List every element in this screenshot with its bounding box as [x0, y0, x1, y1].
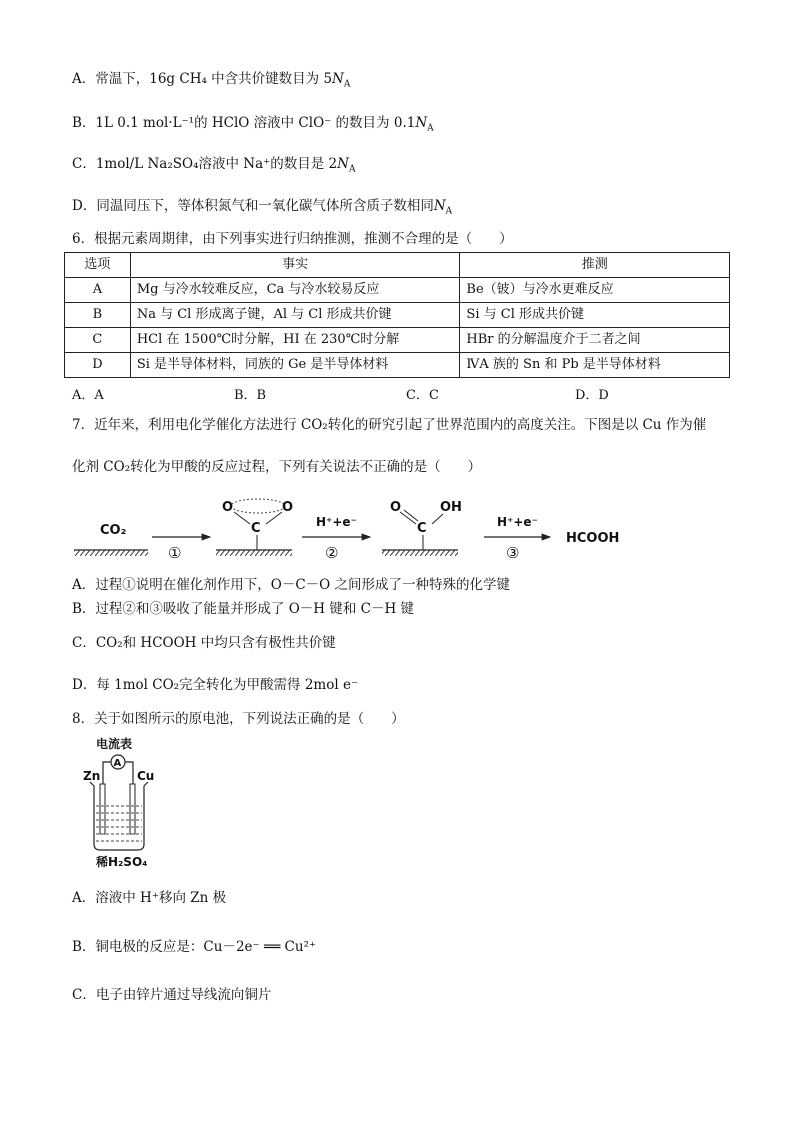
header-cell: 事实 [130, 253, 460, 278]
table-cell: Na 与 Cl 形成离子键，Al 与 Cl 形成共价键 [130, 303, 460, 328]
wire-right [125, 762, 133, 784]
q8-option-a: A．溶液中 H⁺移向 Zn 极 [72, 890, 227, 906]
surface-hatch-2 [216, 550, 292, 556]
table-cell: A [65, 278, 131, 303]
bond-line [404, 510, 418, 521]
c-label-2: C [417, 521, 427, 536]
q8-stem: 8．关于如图所示的原电池，下列说法正确的是（ ） [72, 711, 405, 727]
step-3-label: ③ [506, 544, 520, 562]
header-cell: 推测 [460, 253, 730, 278]
q8-galvanic-cell-diagram [78, 734, 188, 869]
table-row [65, 328, 730, 353]
dilute-sulfuric-acid-label: 稀H₂SO₄ [96, 855, 148, 869]
table-row [65, 303, 730, 328]
reagent-label-2: H⁺+e⁻ [316, 515, 357, 529]
bond-line [432, 514, 443, 524]
q6-choice-a: A．A [72, 388, 104, 403]
zn-label: Zn [83, 769, 101, 783]
product-label: HCOOH [566, 531, 620, 546]
table-cell: Si 与 Cl 形成共价键 [460, 303, 730, 328]
step-2-label: ② [325, 544, 339, 562]
q6-choice-b: B．B [234, 388, 267, 403]
step-1-label: ① [168, 544, 182, 562]
q7-option-b: B．过程②和③吸收了能量并形成了 O－H 键和 C－H 键 [72, 601, 415, 617]
q6-table [64, 252, 730, 378]
header-cell: 选项 [65, 253, 131, 278]
q5-option-d: D．同温同压下，等体积氮气和一氧化碳气体所含质子数相同$N_A$ [72, 198, 453, 217]
q6-choice-c: C．C [406, 388, 439, 403]
table-cell: HCl 在 1500℃时分解，HI 在 230℃时分解 [130, 328, 460, 353]
special-bond-ellipse [231, 499, 285, 513]
q7-stem-line1: 7．近年来，利用电化学催化方法进行 CO₂转化的研究引起了世界范围内的高度关注。下图是以 Cu 作为催 [72, 417, 707, 433]
surface-hatch-3 [382, 550, 458, 556]
q5-option-c: C．1mol/L Na₂SO₄溶液中 Na⁺的数目是 $2N_A$ [72, 156, 356, 175]
co2-label: CO₂ [100, 523, 127, 538]
o-label: O [390, 500, 402, 515]
table-cell: D [65, 353, 131, 378]
bond-line [234, 512, 250, 524]
oh-label: OH [440, 500, 462, 515]
beaker [90, 782, 148, 850]
table-row [65, 353, 730, 378]
q7-reaction-diagram [60, 490, 740, 570]
q7-option-c: C．CO₂和 HCOOH 中均只含有极性共价键 [72, 635, 336, 651]
q6-choice-d: D．D [575, 388, 609, 403]
table-cell: HBr 的分解温度介于二者之间 [460, 328, 730, 353]
ammeter-label: 电流表 [96, 737, 133, 751]
table-cell: Mg 与冷水较难反应，Ca 与冷水较易反应 [130, 278, 460, 303]
table-row [65, 278, 730, 303]
q5-option-b: B．1L 0.1 mol·L⁻¹的 HClO 溶液中 ClO⁻ 的数目为 $0.1N_A$ [72, 115, 434, 134]
ammeter-a-label: A [113, 758, 122, 769]
q7-stem-line2: 化剂 CO₂转化为甲酸的反应过程，下列有关说法不正确的是（ ） [72, 459, 482, 475]
table-header-row [65, 253, 730, 278]
table-cell: ⅣA 族的 Sn 和 Pb 是半导体材料 [460, 353, 730, 378]
o-left-label: O [222, 500, 234, 515]
q7-option-a: A．过程①说明在催化剂作用下，O－C－O 之间形成了一种特殊的化学键 [72, 577, 511, 593]
q5-option-a: A．常温下，16g CH₄ 中含共价键数目为 $5N_A$ [72, 71, 351, 90]
c-label-1: C [251, 521, 261, 536]
q8-option-b: B．铜电极的反应是：Cu－2e⁻ ══ Cu²⁺ [72, 939, 317, 955]
cu-label: Cu [137, 769, 155, 783]
q8-option-c: C．电子由锌片通过导线流向铜片 [72, 987, 272, 1003]
table-cell: B [65, 303, 131, 328]
table-cell: Si 是半导体材料，同族的 Ge 是半导体材料 [130, 353, 460, 378]
table-cell: Be（铍）与冷水更难反应 [460, 278, 730, 303]
q6-stem: 6．根据元素周期律，由下列事实进行归纳推测，推测不合理的是（ ） [72, 231, 513, 247]
bond-line [266, 512, 282, 524]
q7-option-d: D．每 1mol CO₂完全转化为甲酸需得 2mol e⁻ [72, 677, 359, 693]
reagent-label-3: H⁺+e⁻ [497, 515, 538, 529]
wire-left [103, 762, 111, 784]
surface-hatch-1 [74, 550, 148, 556]
o-right-label: O [282, 500, 294, 515]
table-cell: C [65, 328, 131, 353]
